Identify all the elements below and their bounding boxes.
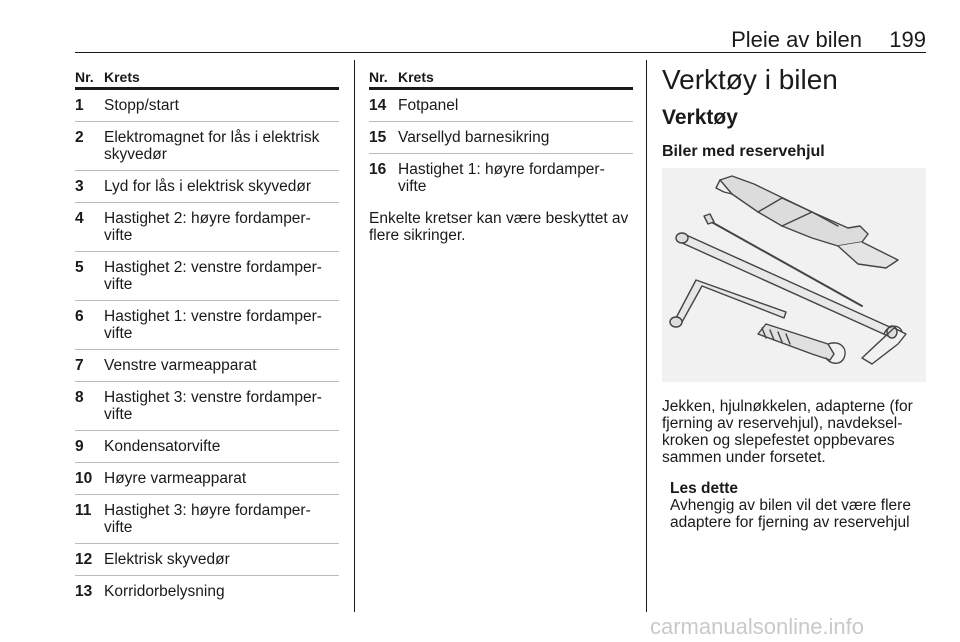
row-number: 5: [75, 259, 84, 276]
table-row: [75, 301, 339, 350]
table-header: [369, 68, 633, 90]
row-number: 12: [75, 551, 93, 568]
column-divider-right: [646, 60, 647, 612]
row-circuit: Hastighet 2: venstre fordamper-vifte: [104, 259, 322, 293]
row-number: 10: [75, 470, 93, 487]
table-row: [75, 90, 339, 122]
column-header-circuit: Krets: [398, 69, 434, 85]
row-circuit: Elektrisk skyvedør: [104, 551, 230, 568]
section-heading: Verktøy i bilen: [662, 64, 838, 95]
row-number: 8: [75, 389, 84, 406]
table-row: [75, 463, 339, 495]
row-number: 11: [75, 502, 92, 519]
table-row: [75, 122, 339, 171]
table-header: [75, 68, 339, 90]
row-number: 1: [75, 97, 84, 114]
row-number: 7: [75, 357, 84, 374]
row-circuit: Hastighet 2: høyre fordamper-vifte: [104, 210, 311, 244]
table-row: [369, 122, 633, 154]
table-row: [75, 382, 339, 431]
tools-illustration: [662, 168, 926, 382]
row-circuit: Høyre varmeapparat: [104, 470, 247, 487]
row-circuit: Hastighet 3: venstre fordamper-vifte: [104, 389, 322, 423]
table-body: [369, 90, 633, 202]
notice-title: Les dette: [670, 480, 739, 497]
table-row: [75, 350, 339, 382]
table-row: [75, 171, 339, 203]
table-row: [369, 154, 633, 202]
row-number: 9: [75, 438, 84, 455]
section-subheading: Verktøy: [662, 106, 738, 129]
page-header-title: Pleie av bilen: [731, 27, 862, 52]
row-circuit: Hastighet 1: høyre fordamper-vifte: [398, 161, 605, 195]
table-body: [75, 90, 339, 607]
table-row: [369, 90, 633, 122]
column-header-nr: Nr.: [75, 69, 94, 85]
row-circuit: Kondensatorvifte: [104, 438, 221, 455]
table-row: [75, 431, 339, 463]
row-number: 6: [75, 308, 84, 325]
row-circuit: Varsellyd barnesikring: [398, 129, 550, 146]
tools-body-text: Jekken, hjulnøkkelen, adapterne (for fjerning av reservehjul), navdeksel-kroken og slepefestet oppbevares sammen under forsetet.: [662, 398, 913, 466]
row-circuit: Hastighet 3: høyre fordamper-vifte: [104, 502, 311, 536]
row-circuit: Venstre varmeapparat: [104, 357, 257, 374]
row-circuit: Fotpanel: [398, 97, 459, 114]
column-header-nr: Nr.: [369, 69, 388, 85]
fuse-note: Enkelte kretser kan være beskyttet av flere sikringer.: [369, 210, 629, 244]
section-subsubheading: Biler med reservehjul: [662, 143, 825, 160]
fuse-table-right: [369, 68, 633, 202]
header-rule: [75, 52, 926, 53]
watermark-text: carmanualsonline.info: [650, 614, 865, 639]
column-divider-left: [354, 60, 355, 612]
table-row: [75, 544, 339, 576]
notice-box: [670, 480, 930, 531]
row-number: 2: [75, 129, 84, 146]
table-row: [75, 576, 339, 607]
row-number: 14: [369, 97, 387, 114]
row-number: 4: [75, 210, 84, 227]
row-circuit: Lyd for lås i elektrisk skyvedør: [104, 178, 312, 195]
notice-text: Avhengig av bilen vil det være flere adaptere for fjerning av reservehjul: [670, 497, 911, 531]
column-header-circuit: Krets: [104, 69, 140, 85]
table-row: [75, 495, 339, 544]
row-circuit: Hastighet 1: venstre fordamper-vifte: [104, 308, 322, 342]
table-row: [75, 203, 339, 252]
page-number: 199: [889, 27, 926, 52]
fuse-table-left: [75, 68, 339, 607]
table-row: [75, 252, 339, 301]
row-circuit: Elektromagnet for lås i elektrisk skyvedør: [104, 129, 320, 163]
row-circuit: Stopp/start: [104, 97, 179, 114]
row-number: 15: [369, 129, 387, 146]
row-number: 3: [75, 178, 84, 195]
row-number: 13: [75, 583, 93, 600]
row-circuit: Korridorbelysning: [104, 583, 225, 600]
row-number: 16: [369, 161, 387, 178]
